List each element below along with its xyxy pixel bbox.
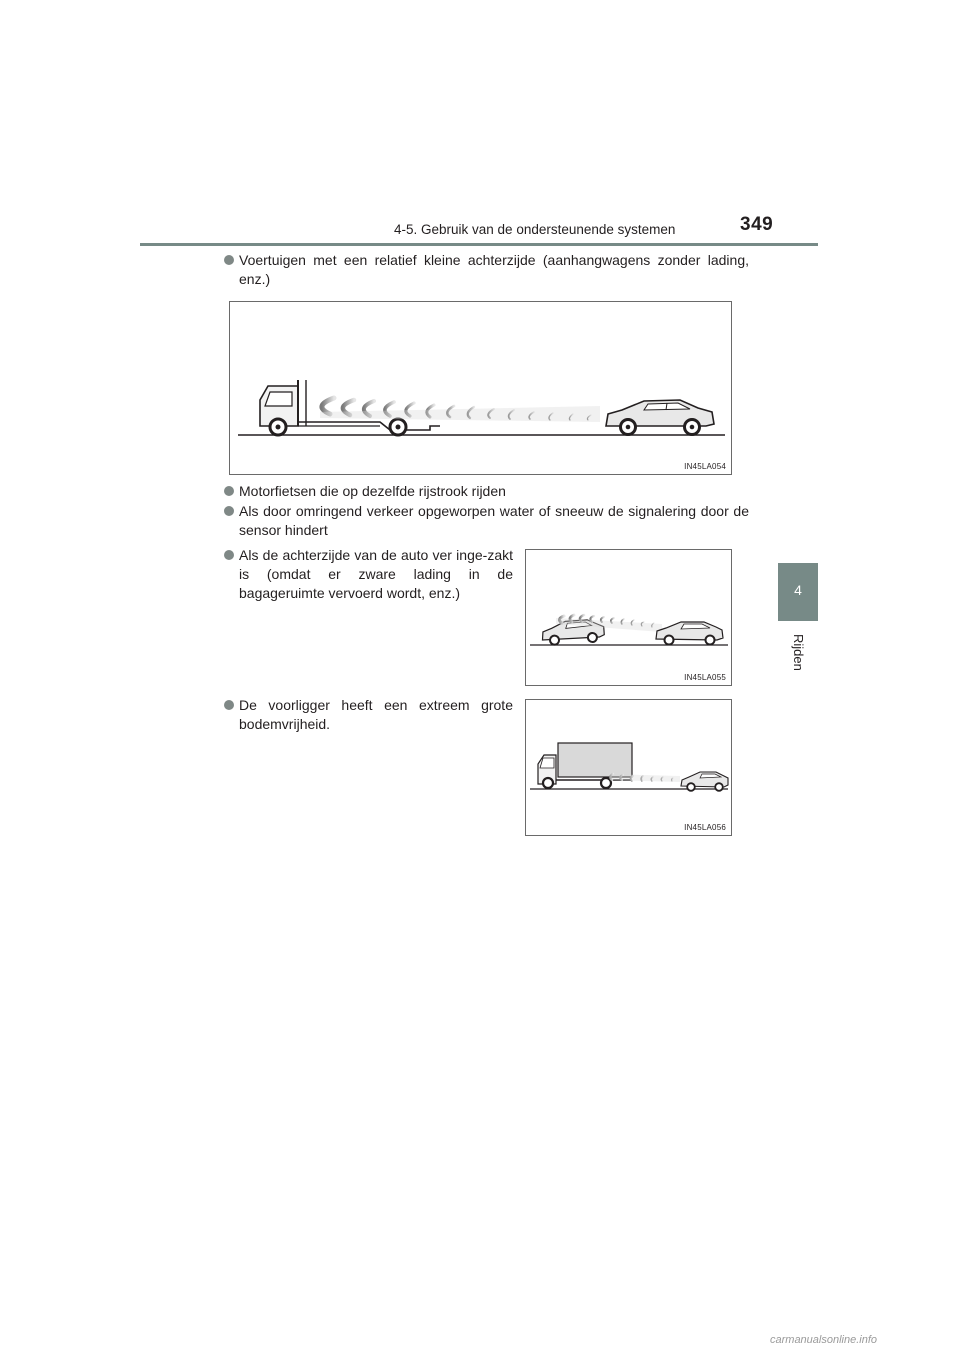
figure-trailer-and-car bbox=[229, 301, 732, 475]
figure-truck-and-car bbox=[525, 699, 732, 836]
trailer-and-car-illustration-icon bbox=[230, 302, 733, 476]
figure-code: IN45LA054 bbox=[684, 462, 726, 471]
chapter-label-text: Rijden bbox=[791, 634, 806, 671]
bullet-item bbox=[239, 482, 749, 501]
bullet-icon bbox=[224, 700, 234, 710]
figure-two-cars bbox=[525, 549, 732, 686]
chapter-label bbox=[790, 634, 806, 694]
footer-watermark: carmanualsonline.info bbox=[770, 1334, 878, 1346]
chapter-number: 4 bbox=[794, 582, 802, 598]
section-title: 4-5. Gebruik van de ondersteunende systemen bbox=[394, 222, 676, 237]
bullet-text: Voertuigen met een relatief kleine achterzijde (aanhangwagens zonder lading, enz.) bbox=[239, 252, 749, 287]
bullet-icon bbox=[224, 550, 234, 560]
bullet-item bbox=[239, 502, 749, 540]
figure-code: IN45LA056 bbox=[684, 823, 726, 832]
header-divider bbox=[140, 243, 818, 246]
bullet-text: De voorligger heeft een extreem grote bodemvrijheid. bbox=[239, 697, 513, 732]
truck-and-car-illustration-icon bbox=[526, 700, 733, 837]
bullet-text: Motorfietsen die op dezelfde rijstrook rijden bbox=[239, 483, 506, 499]
page-number: 349 bbox=[740, 214, 774, 235]
bullet-icon bbox=[224, 255, 234, 265]
bullet-icon bbox=[224, 506, 234, 516]
bullet-item bbox=[239, 251, 749, 289]
bullet-text: Als door omringend verkeer opgeworpen water of sneeuw de signalering door de sensor hindert bbox=[239, 503, 749, 538]
bullet-icon bbox=[224, 486, 234, 496]
chapter-tab bbox=[778, 563, 818, 621]
figure-code: IN45LA055 bbox=[684, 673, 726, 682]
bullet-item bbox=[239, 546, 513, 603]
bullet-text: Als de achterzijde van de auto ver inge-zakt is (omdat er zware lading in de bagageruimte vervoerd wordt, enz.) bbox=[239, 547, 513, 601]
bullet-item bbox=[239, 696, 513, 734]
two-cars-illustration-icon bbox=[526, 550, 733, 687]
